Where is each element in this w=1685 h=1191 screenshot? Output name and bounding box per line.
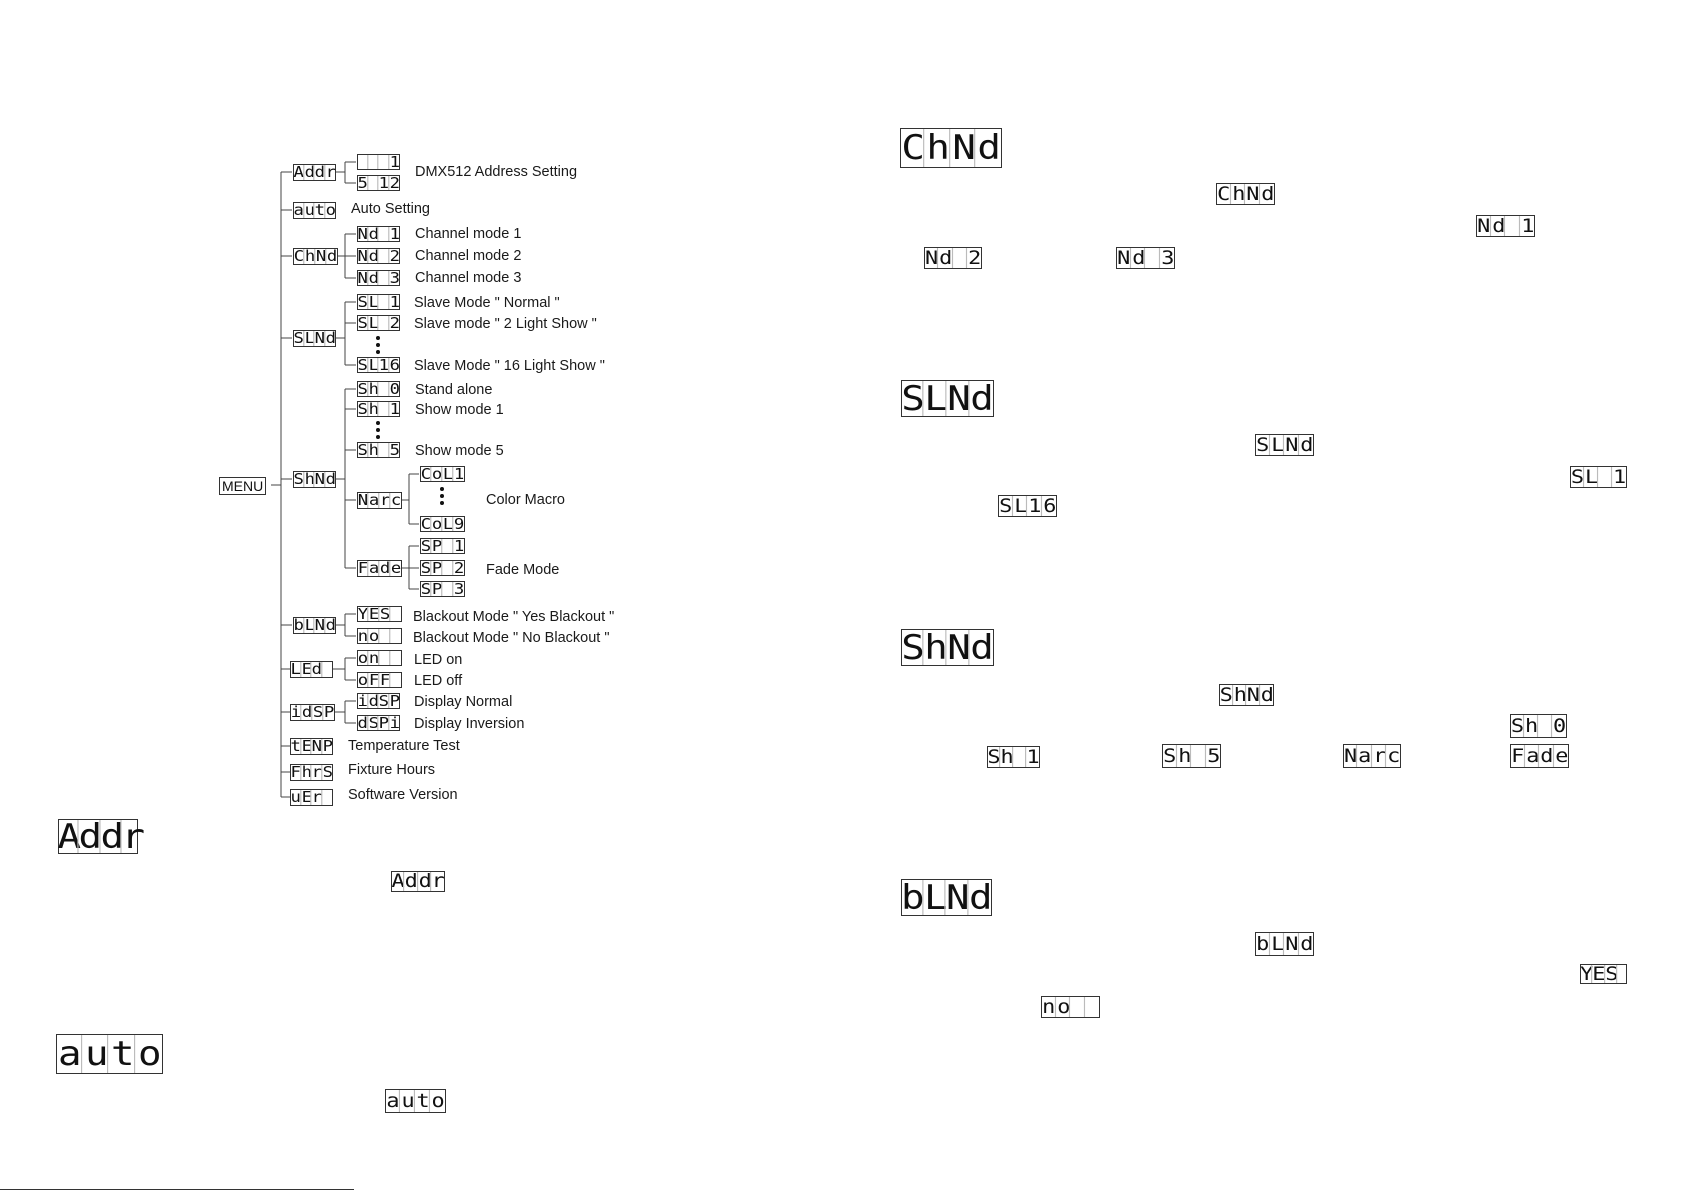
lcd-digit: Y: [357, 604, 369, 623]
lcd-digit: F: [290, 763, 301, 781]
lcd-digit: d: [968, 381, 994, 416]
desc-idsp: Display Normal: [414, 694, 513, 710]
lcd-sh0: [357, 381, 400, 397]
lcd-digit: 2: [389, 173, 400, 192]
lcd-digit: o: [325, 201, 336, 219]
lcd-digit: a: [1523, 745, 1540, 767]
lcd-digit: o: [431, 514, 443, 533]
lcd-digit: h: [301, 763, 312, 781]
lcd-digit: h: [923, 129, 952, 167]
lcd-digit: P: [322, 737, 333, 755]
inline-slnd: [1255, 434, 1314, 456]
desc-sl1: Slave Mode " Normal ": [414, 295, 560, 311]
lcd-sl2: [357, 315, 400, 331]
lcd-idsp: [290, 704, 335, 721]
lcd-digit: N: [1283, 933, 1300, 955]
lcd-digit: d: [311, 660, 323, 678]
ellipsis-dots: [440, 487, 444, 508]
lcd-digit: o: [357, 648, 369, 667]
lcd-digit: S: [901, 627, 925, 668]
lcd-digit: c: [390, 491, 402, 509]
heading-shnd: [901, 629, 994, 666]
lcd-digit: N: [314, 616, 326, 634]
lcd-nd2: [357, 248, 400, 264]
lcd-digit: 2: [389, 246, 400, 265]
lcd-digit: P: [431, 536, 443, 555]
inline-narc: [1343, 744, 1401, 768]
lcd-digit: L: [290, 660, 301, 678]
heading-addr: [57, 816, 146, 857]
lcd-digit: d: [404, 870, 419, 892]
lcd-digit: L: [1583, 467, 1599, 487]
lcd-nd3: [357, 270, 400, 286]
lcd-digit: 1: [1026, 496, 1043, 516]
lcd-digit: C: [420, 464, 432, 483]
lcd-digit: t: [107, 1035, 137, 1073]
lcd-digit: C: [293, 247, 305, 265]
inline-blnd: [1255, 932, 1314, 956]
lcd-digit: 3: [1158, 248, 1175, 268]
lcd-digit: u: [399, 1090, 416, 1112]
lcd-digit: E: [301, 660, 312, 678]
lcd-digit: L: [442, 514, 454, 533]
lcd-digit: t: [314, 201, 326, 219]
lcd-digit: d: [974, 129, 1003, 167]
lcd-auto: [293, 202, 336, 219]
lcd-digit: S: [987, 745, 1001, 768]
lcd-digit: L: [368, 292, 379, 311]
desc-nd1: Channel mode 1: [415, 226, 522, 242]
lcd-digit: 5: [1204, 745, 1221, 767]
lcd-digit: N: [946, 877, 970, 918]
lcd-digit: a: [386, 1089, 400, 1112]
inline-yes: [1580, 964, 1627, 984]
lcd-digit: d: [79, 816, 103, 857]
lcd-digit: N: [357, 246, 368, 265]
inline-no: [1041, 996, 1100, 1018]
lcd-digit: [1616, 965, 1630, 983]
lcd-digit: N: [1344, 744, 1358, 767]
lcd-digit: 3: [453, 579, 465, 598]
lcd-digit: N: [314, 470, 326, 488]
lcd-on: [357, 650, 402, 666]
lcd-sp2: [420, 560, 465, 576]
lcd-digit: o: [429, 1090, 446, 1112]
lcd-digit: r: [311, 763, 323, 781]
lcd-digit: N: [315, 247, 327, 265]
lcd-digit: S: [379, 604, 391, 623]
lcd-digit: N: [357, 268, 368, 287]
lcd-digit: d: [368, 224, 379, 243]
lcd-digit: N: [925, 246, 939, 269]
lcd-digit: n: [1042, 995, 1056, 1018]
lcd-digit: P: [389, 691, 400, 710]
lcd-digit: 1: [389, 292, 400, 311]
lcd-digit: N: [1477, 214, 1491, 237]
lcd-digit: 1: [453, 536, 465, 555]
lcd-digit: 1: [378, 173, 390, 192]
lcd-digit: u: [304, 201, 315, 219]
lcd-digit: 1: [389, 399, 400, 418]
lcd-digit: d: [304, 163, 315, 181]
lcd-digit: h: [1233, 683, 1247, 706]
lcd-col9: [420, 516, 465, 532]
desc-sl16: Slave Mode " 16 Light Show ": [414, 358, 605, 374]
lcd-digit: S: [357, 399, 368, 418]
lcd-sl1: [357, 294, 400, 310]
lcd-digit: L: [304, 329, 315, 347]
lcd-digit: e: [1552, 745, 1569, 767]
lcd-digit: i: [357, 691, 368, 710]
desc-ver: Software Version: [348, 787, 458, 803]
lcd-digit: e: [390, 559, 402, 577]
lcd-col1: [420, 466, 465, 482]
lcd-digit: L: [1011, 496, 1028, 516]
lcd-digit: N: [1244, 184, 1261, 204]
inline-chnd: [1216, 183, 1275, 205]
lcd-digit: u: [81, 1035, 111, 1073]
lcd-digit: S: [999, 494, 1013, 517]
inline-nd1: [1476, 215, 1535, 237]
lcd-digit: P: [378, 713, 390, 732]
lcd-digit: F: [1511, 744, 1525, 767]
lcd-digit: h: [1229, 184, 1246, 204]
ellipsis-dots: [376, 336, 380, 357]
lcd-digit: 2: [453, 558, 465, 577]
lcd-digit: d: [368, 246, 379, 265]
lcd-led: [290, 661, 333, 678]
lcd-sh5: [357, 442, 400, 458]
lcd-sp1: [420, 538, 465, 554]
lcd-digit: r: [121, 816, 146, 857]
lcd-digit: t: [290, 737, 301, 755]
lcd-digit: d: [325, 616, 336, 634]
lcd-digit: h: [368, 379, 379, 398]
inline-nd2: [924, 247, 982, 269]
desc-narc: Color Macro: [486, 492, 565, 508]
lcd-digit: d: [1260, 683, 1274, 706]
lcd-digit: A: [391, 870, 405, 892]
desc-sl2: Slave mode " 2 Light Show ": [414, 316, 597, 332]
lcd-digit: P: [323, 703, 335, 721]
lcd-digit: F: [357, 559, 369, 577]
lcd-digit: d: [357, 713, 368, 732]
lcd-digit: S: [420, 536, 432, 555]
lcd-digit: h: [368, 440, 379, 459]
lcd-no: [357, 628, 402, 644]
lcd-digit: d: [368, 268, 379, 287]
desc-no: Blackout Mode " No Blackout ": [413, 630, 610, 646]
inline-auto: [385, 1089, 446, 1113]
lcd-digit: d: [968, 630, 994, 665]
desc-temp: Temperature Test: [348, 738, 460, 754]
lcd-digit: S: [357, 292, 368, 311]
lcd-digit: h: [1000, 745, 1014, 768]
lcd-digit: C: [1217, 182, 1231, 205]
desc-off: LED off: [414, 673, 463, 689]
lcd-digit: N: [1283, 435, 1300, 455]
lcd-digit: P: [431, 558, 443, 577]
lcd-digit: S: [357, 355, 368, 374]
lcd-digit: S: [420, 558, 432, 577]
lcd-digit: E: [1592, 962, 1606, 985]
desc-addr: DMX512 Address Setting: [415, 164, 578, 180]
lcd-digit: 1: [389, 224, 400, 243]
lcd-digit: E: [301, 737, 312, 755]
lcd-digit: 2: [389, 313, 400, 332]
lcd-digit: 5: [357, 173, 368, 192]
lcd-digit: o: [368, 626, 380, 645]
lcd-blnd: [293, 617, 336, 634]
lcd-digit: S: [293, 470, 304, 488]
lcd-digit: d: [314, 163, 326, 181]
lcd-digit: t: [414, 1090, 431, 1112]
lcd-digit: [389, 673, 402, 687]
heading-chnd: [900, 128, 1002, 168]
lcd-sh1: [357, 401, 400, 417]
lcd-digit: b: [900, 877, 925, 918]
lcd-yes: [357, 606, 402, 622]
desc-dspi: Display Inversion: [414, 716, 525, 732]
lcd-digit: [321, 662, 333, 677]
lcd-temp: [290, 738, 333, 755]
lcd-digit: d: [1297, 933, 1314, 955]
lcd-digit: d: [100, 816, 125, 857]
desc-nd3: Channel mode 3: [415, 270, 522, 286]
lcd-digit: L: [1268, 933, 1285, 955]
lcd-digit: 1: [1518, 216, 1535, 236]
lcd-digit: S: [1256, 433, 1270, 456]
lcd-digit: n: [357, 626, 369, 645]
lcd-digit: d: [1297, 435, 1314, 455]
lcd-digit: C: [420, 514, 432, 533]
lcd-digit: E: [368, 604, 380, 623]
lcd-digit: C: [901, 128, 925, 168]
lcd-digit: S: [1605, 962, 1619, 985]
lcd-digit: 6: [389, 355, 400, 374]
lcd-ver: [290, 789, 333, 806]
lcd-digit: 1: [1611, 467, 1627, 487]
lcd-digit: n: [368, 648, 380, 667]
lcd-digit: d: [418, 870, 432, 892]
lcd-digit: N: [357, 491, 369, 509]
lcd-digit: d: [1258, 184, 1275, 204]
lcd-digit: N: [314, 329, 326, 347]
desc-fade: Fade Mode: [486, 562, 560, 578]
lcd-digit: 1: [1026, 745, 1040, 768]
lcd-digit: S: [378, 691, 390, 710]
lcd-digit: N: [945, 630, 971, 665]
lcd-digit: 6: [1040, 496, 1057, 516]
lcd-digit: 2: [966, 248, 982, 268]
heading-auto: [56, 1034, 163, 1074]
inline-nd3: [1116, 247, 1175, 269]
lcd-digit: S: [357, 440, 368, 459]
lcd-digit: S: [1219, 683, 1233, 706]
lcd-chnd: [293, 248, 338, 265]
lcd-digit: [321, 790, 333, 805]
lcd-digit: d: [301, 703, 313, 721]
lcd-digit: d: [325, 329, 336, 347]
lcd-digit: [1083, 997, 1100, 1017]
lcd-digit: N: [1117, 246, 1131, 269]
inline-sh5: [1162, 744, 1221, 768]
lcd-digit: a: [57, 1034, 82, 1074]
lcd-digit: d: [368, 691, 379, 710]
lcd-digit: N: [945, 381, 971, 416]
lcd-digit: o: [431, 464, 443, 483]
lcd-digit: A: [293, 163, 304, 181]
lcd-digit: P: [431, 579, 443, 598]
lcd-digit: d: [326, 247, 338, 265]
desc-sh1: Show mode 1: [415, 402, 504, 418]
lcd-digit: L: [1268, 435, 1285, 455]
lcd-digit: 1: [378, 355, 390, 374]
lcd-idsp-normal: [357, 693, 400, 709]
lcd-addr-512: [357, 175, 400, 191]
lcd-digit: S: [901, 378, 925, 419]
lcd-digit: 1: [453, 464, 465, 483]
desc-fhrs: Fixture Hours: [348, 762, 436, 778]
lcd-digit: 0: [1551, 715, 1567, 737]
lcd-sl16: [357, 357, 400, 373]
inline-sl1: [1570, 466, 1627, 488]
lcd-digit: N: [1246, 683, 1260, 706]
inline-sh0: [1510, 714, 1567, 738]
lcd-addr: [293, 164, 336, 181]
lcd-digit: L: [923, 877, 948, 918]
lcd-digit: L: [442, 464, 454, 483]
inline-addr: [391, 871, 445, 892]
lcd-digit: r: [1370, 745, 1386, 767]
lcd-digit: L: [922, 381, 948, 416]
inline-fade: [1510, 744, 1569, 768]
desc-sh5: Show mode 5: [415, 443, 504, 459]
lcd-digit: b: [1256, 932, 1270, 955]
lcd-off: [357, 672, 402, 688]
lcd-addr-1: [357, 154, 400, 170]
lcd-digit: F: [368, 670, 380, 689]
desc-nd2: Channel mode 2: [415, 248, 522, 264]
inline-shnd: [1219, 684, 1274, 706]
lcd-digit: h: [304, 247, 316, 265]
inline-sh1: [987, 746, 1040, 768]
lcd-shnd: [293, 471, 336, 488]
lcd-digit: d: [1129, 248, 1146, 268]
lcd-digit: S: [368, 713, 379, 732]
lcd-digit: c: [1385, 745, 1401, 767]
lcd-digit: 1: [389, 152, 400, 171]
lcd-digit: S: [357, 313, 368, 332]
lcd-digit: o: [1054, 997, 1071, 1017]
lcd-digit: S: [420, 579, 432, 598]
lcd-digit: [389, 629, 402, 643]
lcd-sp3: [420, 581, 465, 597]
footnote-rule: [0, 1189, 354, 1190]
lcd-digit: S: [1510, 714, 1525, 737]
lcd-digit: h: [368, 399, 379, 418]
lcd-fade: [357, 560, 402, 577]
lcd-digit: h: [1175, 745, 1192, 767]
lcd-digit: d: [1538, 745, 1555, 767]
lcd-digit: N: [357, 224, 368, 243]
lcd-fhrs: [290, 764, 333, 781]
lcd-digit: h: [922, 630, 948, 665]
desc-yes: Blackout Mode " Yes Blackout ": [413, 609, 615, 625]
lcd-digit: b: [293, 616, 304, 634]
lcd-digit: L: [368, 355, 379, 374]
lcd-digit: a: [293, 201, 304, 219]
lcd-digit: 0: [389, 379, 400, 398]
lcd-digit: d: [1489, 216, 1506, 236]
lcd-nd1: [357, 226, 400, 242]
lcd-digit: S: [1163, 744, 1177, 767]
lcd-digit: h: [304, 470, 315, 488]
lcd-digit: S: [293, 329, 304, 347]
lcd-digit: r: [379, 491, 391, 509]
lcd-digit: Y: [1580, 962, 1594, 985]
lcd-digit: S: [357, 379, 368, 398]
desc-auto: Auto Setting: [351, 201, 430, 217]
lcd-digit: 5: [389, 440, 400, 459]
lcd-digit: a: [1356, 745, 1372, 767]
lcd-digit: i: [290, 703, 302, 721]
lcd-digit: S: [312, 703, 324, 721]
lcd-digit: o: [134, 1035, 164, 1073]
lcd-digit: E: [301, 788, 312, 806]
lcd-digit: r: [311, 788, 323, 806]
lcd-digit: a: [368, 559, 380, 577]
lcd-digit: u: [290, 788, 301, 806]
desc-on: LED on: [414, 652, 463, 668]
lcd-digit: a: [368, 491, 380, 509]
ellipsis-dots: [376, 421, 380, 442]
lcd-digit: d: [937, 248, 953, 268]
lcd-digit: S: [322, 763, 333, 781]
lcd-slnd: [293, 330, 336, 347]
lcd-digit: 9: [453, 514, 465, 533]
lcd-digit: o: [357, 670, 369, 689]
lcd-dspi: [357, 715, 400, 731]
lcd-digit: A: [57, 816, 82, 857]
heading-slnd: [901, 380, 994, 417]
lcd-narc: [357, 492, 402, 509]
inline-sl16: [998, 495, 1057, 517]
menu-root: MENU: [219, 477, 266, 495]
lcd-digit: F: [379, 670, 391, 689]
heading-blnd: [901, 879, 992, 916]
lcd-digit: 3: [389, 268, 400, 287]
lcd-digit: N: [949, 129, 978, 167]
lcd-digit: L: [304, 616, 315, 634]
lcd-digit: d: [325, 470, 336, 488]
lcd-digit: h: [1523, 715, 1539, 737]
lcd-digit: N: [311, 737, 323, 755]
lcd-digit: i: [389, 713, 400, 732]
lcd-digit: r: [325, 163, 336, 181]
lcd-digit: [389, 607, 402, 621]
lcd-digit: r: [431, 870, 445, 892]
desc-sh0: Stand alone: [415, 382, 493, 398]
lcd-digit: d: [968, 877, 993, 918]
lcd-digit: d: [379, 559, 391, 577]
lcd-digit: S: [1570, 465, 1585, 488]
lcd-digit: [389, 651, 402, 665]
lcd-digit: L: [368, 313, 379, 332]
